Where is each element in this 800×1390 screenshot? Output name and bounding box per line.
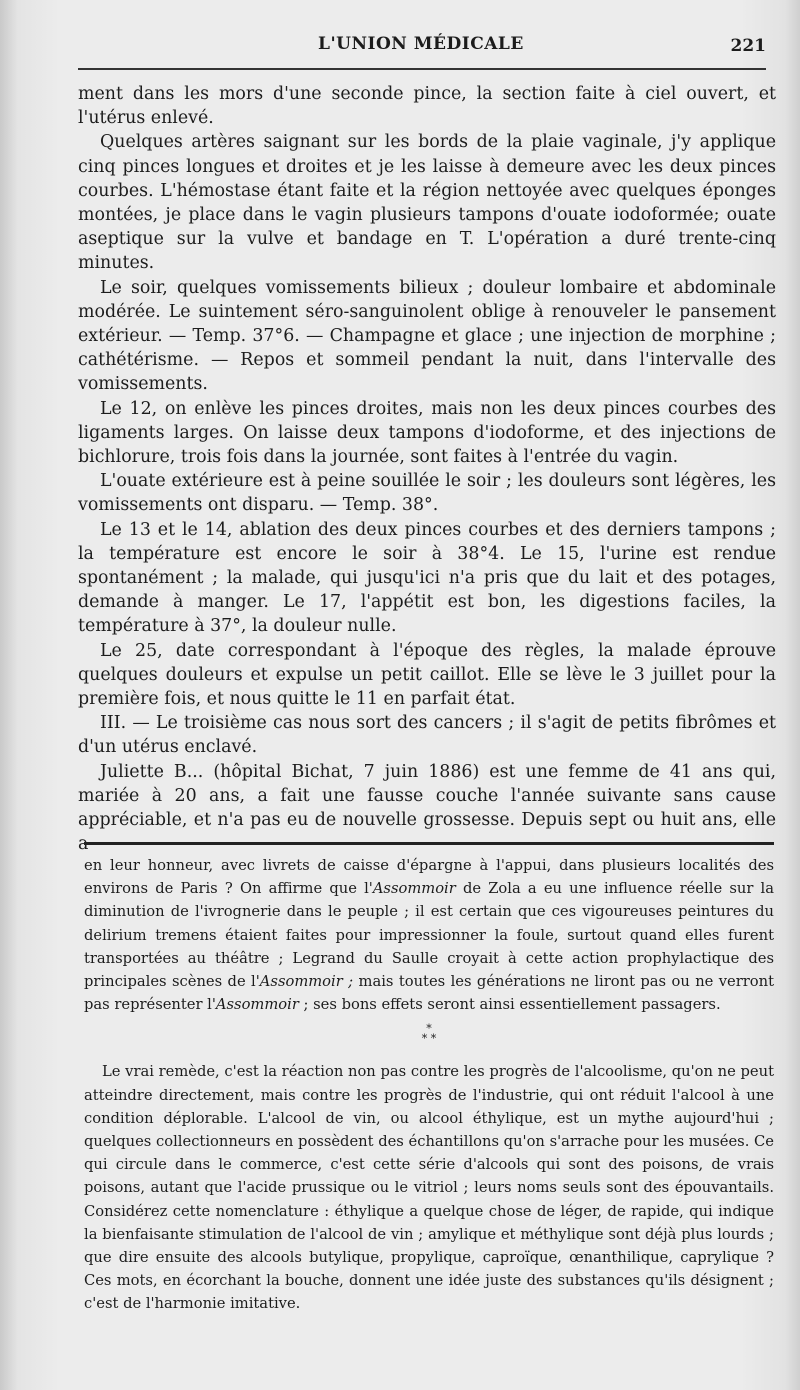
- header-rule: [78, 68, 766, 70]
- footnote-italic-title: Assommoir: [215, 996, 299, 1014]
- paragraph: Quelques artères saignant sur les bords de la plaie vaginale, j'y applique cinq pinces longues et droites et je les laisse à demeure avec les deux pinces courbes. L'hémostase étant faite et la région nettoyée avec quelques éponges montées, je place dans le vagin plusieurs tampons d'ouate iodoformée; ouate aseptique sur la vulve et bandage en T. L'opération a duré trente-cinq minutes.: [78, 132, 776, 274]
- page-number: 221: [730, 36, 766, 56]
- footnote-italic-title: Assommoir: [372, 880, 456, 898]
- running-title: L'UNION MÉDICALE: [318, 34, 524, 54]
- paragraph: Le 13 et le 14, ablation des deux pinces courbes et des derniers tampons ; la température est encore le soir à 38°4. Le 15, l'urine est rendue spontanément ; la malade, qui jusqu'ici n'a pris que du lait et des potages, demande à manger. Le 17, l'appétit est bon, les digestions faciles, la température à 37°, la douleur nulle.: [78, 519, 776, 637]
- paragraph: III. — Le troisième cas nous sort des cancers ; il s'agit de petits fibrômes et d'un utérus enclavé.: [78, 713, 776, 758]
- paragraph: Le 12, on enlève les pinces droites, mais non les deux pinces courbes des ligaments larges. On laisse deux tampons d'iodoforme, et des injections de bichlorure, trois fois dans la journée, sont faites à l'entrée du vagin.: [78, 398, 776, 468]
- footnote-text: mais toutes les générations ne liront pas ou ne verront pas représenter l': [84, 973, 774, 1014]
- paragraph: Le soir, quelques vomissements bilieux ; douleur lombaire et abdominale modérée. Le suintement séro-sanguinolent oblige à renouveler le pansement extérieur. — Temp. 37°6. — Champagne et glace ; une injection de morphine ; cathétérisme. — Repos et sommeil pendant la nuit, dans l'intervalle des vomissements.: [78, 277, 776, 395]
- main-text: [78, 82, 776, 857]
- footnote-italic-title: Assommoir ;: [259, 973, 354, 991]
- paragraph: L'ouate extérieure est à peine souillée le soir ; les douleurs sont légères, les vomissements ont disparu. — Temp. 38°.: [78, 471, 776, 516]
- asterism-bottom: * *: [421, 1032, 437, 1046]
- asterism: [84, 1024, 774, 1044]
- paragraph: ment dans les mors d'une seconde pince, la section faite à ciel ouvert, et l'utérus enlevé.: [78, 84, 776, 129]
- footnote-text: ; ses bons effets seront ainsi essentiellement passagers.: [298, 996, 721, 1014]
- paragraph: Juliette B... (hôpital Bichat, 7 juin 1886) est une femme de 41 ans qui, mariée à 20 ans, a fait une fausse couche l'année suivante sans cause appréciable, et n'a pas eu de nouvelle grossesse. Depuis sept ou huit ans, elle a: [78, 761, 776, 855]
- footnote-text: de Zola a eu une influence réelle sur la diminution de l'ivrognerie dans le peuple ; il est certain que ces vigoureuses peintures du delirium tremens étaient faites pour impressionner la foule, surtout quand elles furent transportées au théâtre ; Legrand du Saulle croyait à cette action prophylactique des principales scènes de l': [84, 880, 774, 991]
- footnote-rule: [84, 842, 774, 845]
- asterism-top: *: [426, 1022, 432, 1036]
- footnote-paragraph: [84, 854, 774, 1016]
- footnote: [84, 854, 774, 1316]
- footnote-text: en leur honneur, avec livrets de caisse d'épargne à l'appui, dans plusieurs localités des environs de Paris ? On affirme que l': [84, 857, 774, 898]
- paragraph: Le 25, date correspondant à l'époque des règles, la malade éprouve quelques douleurs et expulse un petit caillot. Elle se lève le 3 juillet pour la première fois, et nous quitte le 11 en parfait état.: [78, 640, 776, 710]
- footnote-paragraph: Le vrai remède, c'est la réaction non pas contre les progrès de l'alcoolisme, qu'on ne peut atteindre directement, mais contre les progrès de l'industrie, qui ont réduit l'alcool à une condition déplorable. L'alcool de vin, ou alcool éthylique, est un mythe aujourd'hui ; quelques collectionneurs en possèdent des échantillons qu'on s'arrache pour les musées. Ce qui circule dans le commerce, c'est cette série d'alcools qui sont des poisons, de vrais poisons, autant que l'acide prussique ou le vitriol ; leurs noms seuls sont des épouvantails. Considérez cette nomenclature : éthylique a quelque chose de léger, de rapide, qui indique la bienfaisante stimulation de l'alcool de vin ; amylique et méthylique sont déjà plus lourds ; que dire ensuite des alcools butylique, propylique, caproïque, œnanthilique, caprylique ? Ces mots, en écorchant la bouche, donnent une idée juste des substances qu'ils désignent ; c'est de l'harmonie imitative.: [84, 1063, 774, 1313]
- page-header: [78, 30, 778, 64]
